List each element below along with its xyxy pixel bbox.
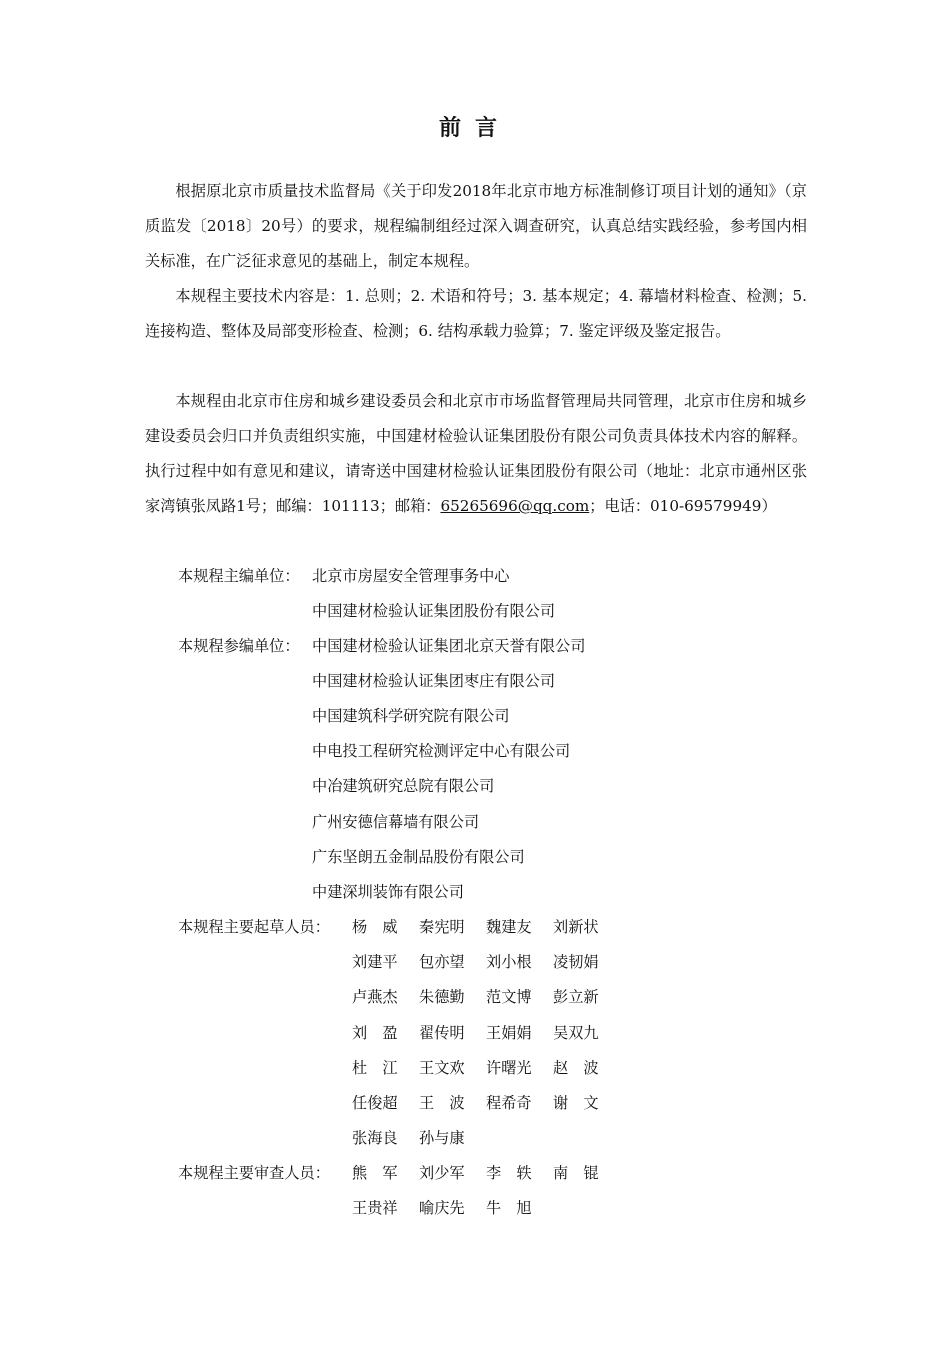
chief-unit: 北京市房屋安全管理事务中心 xyxy=(312,567,510,585)
participating-unit: 广东坚朗五金制品股份有限公司 xyxy=(312,848,525,866)
drafters-row xyxy=(352,945,620,980)
drafter-name: 朱德勤 xyxy=(419,988,465,1006)
drafter-name: 张海良 xyxy=(352,1129,398,1147)
drafter-name: 包亦望 xyxy=(419,953,465,971)
drafter-name: 谢 文 xyxy=(553,1094,599,1112)
page-title: 前言 xyxy=(438,116,511,141)
drafter-name: 吴双九 xyxy=(553,1024,599,1042)
reviewer-name: 喻庆先 xyxy=(419,1199,465,1217)
reviewer-name: 李 轶 xyxy=(486,1164,532,1182)
participating-unit: 中冶建筑研究总院有限公司 xyxy=(312,777,495,795)
drafter-name: 孙与康 xyxy=(419,1129,465,1147)
reviewer-name: 牛 旭 xyxy=(486,1199,532,1217)
drafters-label: 本规程主要起草人员： xyxy=(178,918,330,936)
drafter-name: 刘新状 xyxy=(553,918,599,936)
reviewer-name: 熊 军 xyxy=(352,1164,398,1182)
drafter-name: 赵 波 xyxy=(553,1059,599,1077)
reviewers-row xyxy=(352,1156,620,1191)
participating-unit: 中国建筑科学研究院有限公司 xyxy=(312,707,510,725)
drafter-name: 刘 盈 xyxy=(352,1024,398,1042)
participating-unit: 中建深圳装饰有限公司 xyxy=(312,883,464,901)
reviewer-name: 刘少军 xyxy=(419,1164,465,1182)
drafter-name: 王 波 xyxy=(419,1094,465,1112)
participating-unit: 中国建材检验认证集团枣庄有限公司 xyxy=(312,672,555,690)
drafter-name: 任俊超 xyxy=(352,1094,398,1112)
drafters-row xyxy=(352,1121,486,1156)
drafter-name: 刘小根 xyxy=(486,953,532,971)
paragraph-management xyxy=(145,384,807,524)
reviewers-row xyxy=(352,1191,553,1226)
drafter-name: 凌韧娟 xyxy=(553,953,599,971)
drafter-name: 卢燕杰 xyxy=(352,988,398,1006)
participating-unit: 中电投工程研究检测评定中心有限公司 xyxy=(312,742,571,760)
drafter-name: 许曙光 xyxy=(486,1059,532,1077)
drafter-name: 魏建友 xyxy=(486,918,532,936)
drafter-name: 王娟娟 xyxy=(486,1024,532,1042)
paragraph-contents: 本规程主要技术内容是：1. 总则；2. 术语和符号；3. 基本规定；4. 幕墙材料检查、检测；5. 连接构造、整体及局部变形检查、检测；6. 结构承载力验算；7. 鉴定评级及鉴定报告。 xyxy=(145,287,807,340)
chief-unit: 中国建材检验认证集团股份有限公司 xyxy=(312,602,555,620)
participating-units-label: 本规程参编单位： xyxy=(178,637,300,655)
drafters-row xyxy=(352,1051,620,1086)
drafter-name: 程希奇 xyxy=(486,1094,532,1112)
drafters-row xyxy=(352,980,620,1015)
drafters-row xyxy=(352,1016,620,1051)
reviewers-label: 本规程主要审查人员： xyxy=(178,1164,330,1182)
reviewer-name: 王贵祥 xyxy=(352,1199,398,1217)
drafter-name: 王文欢 xyxy=(419,1059,465,1077)
email-link[interactable]: 65265696@qq.com xyxy=(440,497,590,515)
participating-unit: 广州安德信幕墙有限公司 xyxy=(312,813,480,831)
drafter-name: 杜 江 xyxy=(352,1059,398,1077)
drafter-name: 秦宪明 xyxy=(419,918,465,936)
drafter-name: 杨 威 xyxy=(352,918,398,936)
reviewer-name: 南 锟 xyxy=(553,1164,599,1182)
drafters-row xyxy=(352,1086,620,1121)
drafters-row xyxy=(352,910,620,945)
paragraph-basis: 根据原北京市质量技术监督局《关于印发2018年北京市地方标准制修订项目计划的通知》（京质监发〔2018〕20号）的要求，规程编制组经过深入调查研究，认真总结实践经验，参考国内相关标准，在广泛征求意见的基础上，制定本规程。 xyxy=(145,182,807,270)
participating-unit: 中国建材检验认证集团北京天誉有限公司 xyxy=(312,637,586,655)
drafter-name: 范文博 xyxy=(486,988,532,1006)
management-text: 本规程由北京市住房和城乡建设委员会和北京市市场监督管理局共同管理，北京市住房和城乡建设委员会归口并负责组织实施，中国建材检验认证集团股份有限公司负责具体技术内容的解释。执行过程中如有意见和建议，请寄送中国建材检验认证集团股份有限公司（地址：北京市通州区张家湾镇张凤路1号；邮编：101113；邮箱： xyxy=(145,392,807,515)
chief-units-label: 本规程主编单位： xyxy=(178,567,300,585)
drafter-name: 刘建平 xyxy=(352,953,398,971)
management-tail: ；电话：010-69579949） xyxy=(589,497,777,515)
drafter-name: 彭立新 xyxy=(553,988,599,1006)
drafter-name: 翟传明 xyxy=(419,1024,465,1042)
